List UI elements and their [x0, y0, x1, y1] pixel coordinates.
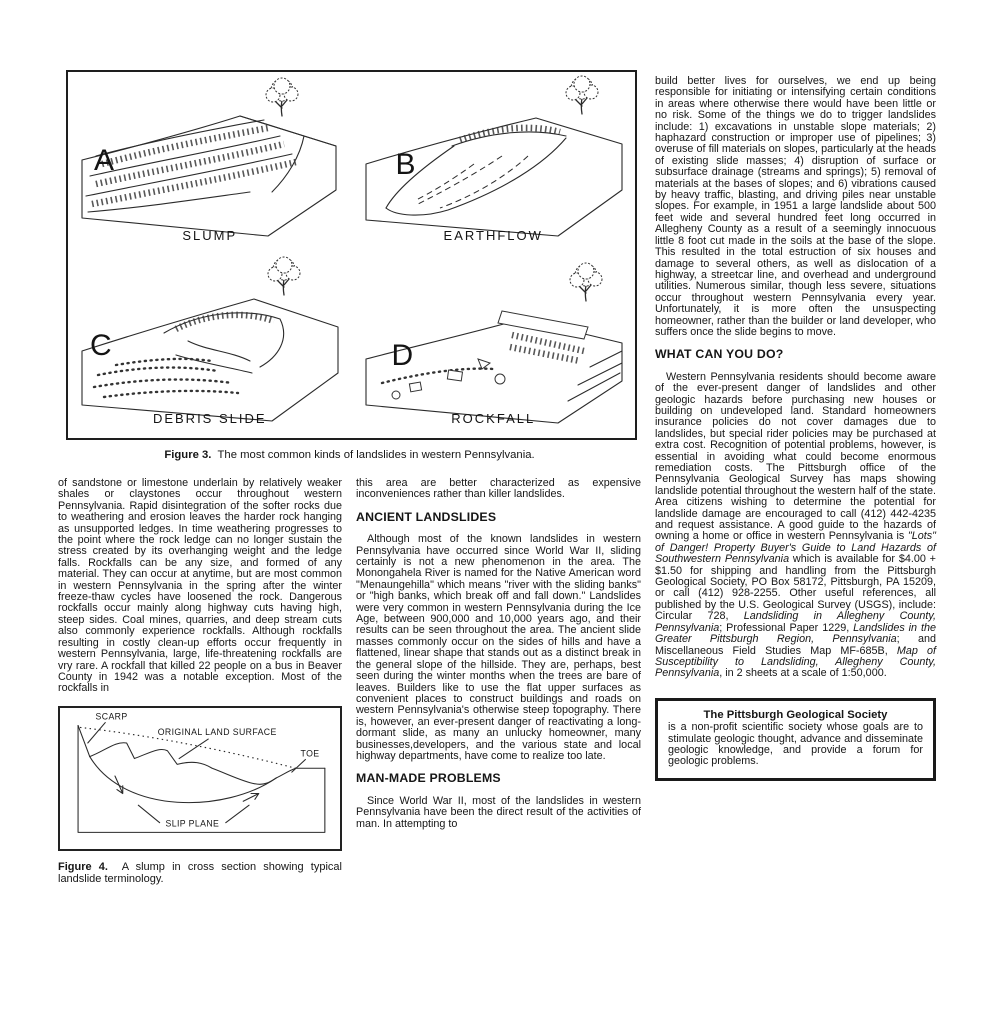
- tree-icon: [266, 78, 298, 116]
- society-box-body: is a non-profit scientific society whose goals are to stimulate geologic thought, advance and disseminate geologic knowledge, and provide a forum for geologic problems.: [668, 721, 923, 768]
- panel-letter: C: [90, 329, 112, 362]
- tree-icon: [570, 263, 602, 301]
- middle-paragraph-1: this area are better characterized as expensive inconveniences rather than killer landslides.: [356, 477, 641, 501]
- publication-title-italic: Landslides in the Greater Pittsburgh Region, Pennsylvania: [655, 621, 936, 646]
- panel-label: EARTHFLOW: [443, 228, 543, 243]
- heading-man-made-problems: MAN-MADE PROBLEMS: [356, 771, 501, 786]
- figure3-panel-slump: [68, 72, 352, 255]
- figure3-panel-earthflow: [352, 72, 636, 255]
- left-column: [58, 478, 342, 896]
- panel-letter: D: [391, 339, 414, 372]
- text-run: Western Pennsylvania residents should become aware of the ever-present danger of landslides and other geologic hazards before purchasing new houses or building on undeveloped land. Standard homeowners insurance policies do not cover damages due to landslides, but special rider policies may be purchased at extra cost. Recognition of potential problems, however, is essential in avoiding what could become enormous remediation costs. The Pittsburgh office of the Pennsylvania Geological Survey has maps showing landslide potential throughout the western half of the state. Area citizens wishing to determine the potential for landslide damage are encouraged to call (412) 442-4235 and request assistance. A good guide to the hazards of owning a home or office in western Pennsylvania is: [655, 370, 936, 543]
- figure3-panel-rockfall: [352, 255, 636, 438]
- figure3-panel-debris-slide: [68, 255, 352, 438]
- pittsburgh-geological-society-box: [655, 698, 936, 781]
- right-paragraph-1: build better lives for ourselves, we end up being responsible for initiating or intensifying certain conditions in areas where otherwise there would have been little or no risk. Some of the things we do to trigger landslides include: 1) excavations in unstable slope materials; 2) haphazard construction or improper use of pipelines; 3) overuse of fill materials on slopes, particularly at the heads of existing slide masses; 4) disruption of surface or subsurface drainage (streams and springs); 5) removal of materials at the bases of slopes; and 6) vibrations caused by heavy traffic, blasting, and driving piles near unstable slopes. For example, in 1951 a large landslide about 500 feet wide and several hundred feet long occurred in Allegheny County as a result of a seemingly innocuous little 8 foot cut made in the soils at the base of the slope. This resulted in the total estruction of six houses and damage to several others, as well as dislocation of a highway, a streetcar line, and overhead and underground utilities. Numerous similar, though less severe, situations occur throughout western Pennsylvania every year. Unfortunately, it is more often the unsuspecting homeowner, rather than the builder or land developer, who suffers once the slide begins to move.: [655, 75, 936, 338]
- right-paragraph-2: [655, 372, 936, 680]
- panel-label: DEBRIS SLIDE: [152, 411, 267, 426]
- middle-paragraph-2: Although most of the known landslides in western Pennsylvania have occurred since World War II, sliding certainly is not a new phenomenon in the area. The Monongahela River is named for the Native American word "Menaungehilla" which means "river with the sliding banks" or "high banks, which break off and fall down." Landslides were very common in western Pennsylvania during the Ice Age, between 900,000 and 10,000 years ago, and their results can be seen throughout the area. The ancient slide masses commonly occur on the sides of hills and have a flattened, linear shape that stands out as a distinct break in the general slope of the hillside. They are, perhaps, best seen during the winter months when the trees are bare of leaves. Builders like to use the flat upper surfaces as convenient places to construct buildings and roads on western Pennsylvania's otherwise steep topography. There is, however, an ever-present danger of reactivating a long-dormant slide, as many an unlucky homeowner, many businesses,developers, and the various state and local highway departments, have come to realize too late.: [356, 533, 641, 762]
- society-box-title: The Pittsburgh Geological Society: [703, 708, 888, 721]
- text-run: , in 2 sheets at a scale of 1:50,000.: [719, 667, 887, 680]
- middle-paragraph-3: Since World War II, most of the landslides in western Pennsylvania have been the direct result of the activities of man. In attempting to: [356, 794, 641, 830]
- figure4-caption-label: Figure 4.: [58, 860, 108, 873]
- panel-letter: A: [94, 144, 115, 177]
- heading-what-can-you-do: WHAT CAN YOU DO?: [655, 347, 784, 362]
- figure3-caption-label: Figure 3.: [164, 449, 212, 461]
- figure3-caption: [66, 449, 633, 461]
- original-land-surface-label: ORIGINAL LAND SURFACE: [157, 726, 277, 737]
- left-paragraph: of sandstone or limestone underlain by relatively weaker shales or claystones occur throughout western Pennsylvania. Rapid disintegration of the softer rocks due to weathering and erosion leaves the harder rock hanging as unsupported ledges. In time weathering progresses to the point where the rock ledge can no longer sustain the stress created by its overhanging weight and the ledge falls. Rockfalls can be any size, and formed of any material. They can occur at anytime, but are most common in western Pennsylvania in the spring after the winter freeze-thaw cycles have loosened the rock. Dangerous rockfalls occur mainly along highway cuts having high, steep sides. Coal mines, quarries, and deep stream cuts also commonly experience rockfalls. Although rockfalls resulting in costly clean-up efforts occur frequently in western Pennsylvania, large, life-threatening rockfalls are vry rare. A rockfall that killed 22 people on a bus in Beaver County in 1942 was a notable exception. Most of the rockfalls in: [58, 477, 342, 695]
- tree-icon: [566, 76, 598, 114]
- figure3-caption-text: The most common kinds of landslides in western Pennsylvania.: [217, 449, 535, 461]
- text-run: ; and Miscellaneous Field Studies Map MF-685B,: [655, 633, 937, 657]
- tree-icon: [268, 257, 300, 295]
- middle-column: [356, 478, 641, 841]
- publication-title-italic: Landsliding in Allegheny County, Pennsylvania: [655, 610, 936, 634]
- figure4-caption-text: A slump in cross section showing typical landslide terminology.: [58, 860, 342, 885]
- book-title-italic: "Lots" of Danger! Property Buyer's Guide to Land Hazards of Southwestern Pennsylvania: [655, 530, 936, 566]
- text-run: ; Professional Paper 1229,: [719, 621, 854, 634]
- slip-plane-label: SLIP PLANE: [165, 818, 220, 829]
- right-column: [655, 76, 936, 781]
- figure4-caption: [58, 861, 342, 885]
- slump-cross-section-diagram: [60, 708, 340, 845]
- panel-label: SLUMP: [182, 228, 238, 243]
- figure4-box: [58, 706, 342, 851]
- panel-label: ROCKFALL: [451, 411, 536, 426]
- text-run: which is available for $4.00 + $1.50 for shipping and handling from the Pittsburgh Geological Society, PO Box 58172, Pittsburgh, PA 15209, or call (412) 928-2255. Other useful references, all published by the U.S. Geological Survey (USGS), include: Circular 728,: [655, 553, 936, 623]
- toe-label: TOE: [300, 748, 320, 759]
- figure3-box: [66, 70, 637, 440]
- publication-title-italic: Map of Susceptibility to Landsliding, Allegheny County, Pennsylvania: [655, 644, 936, 680]
- panel-letter: B: [395, 148, 416, 181]
- heading-ancient-landslides: ANCIENT LANDSLIDES: [356, 509, 497, 524]
- scarp-label: SCARP: [95, 711, 128, 722]
